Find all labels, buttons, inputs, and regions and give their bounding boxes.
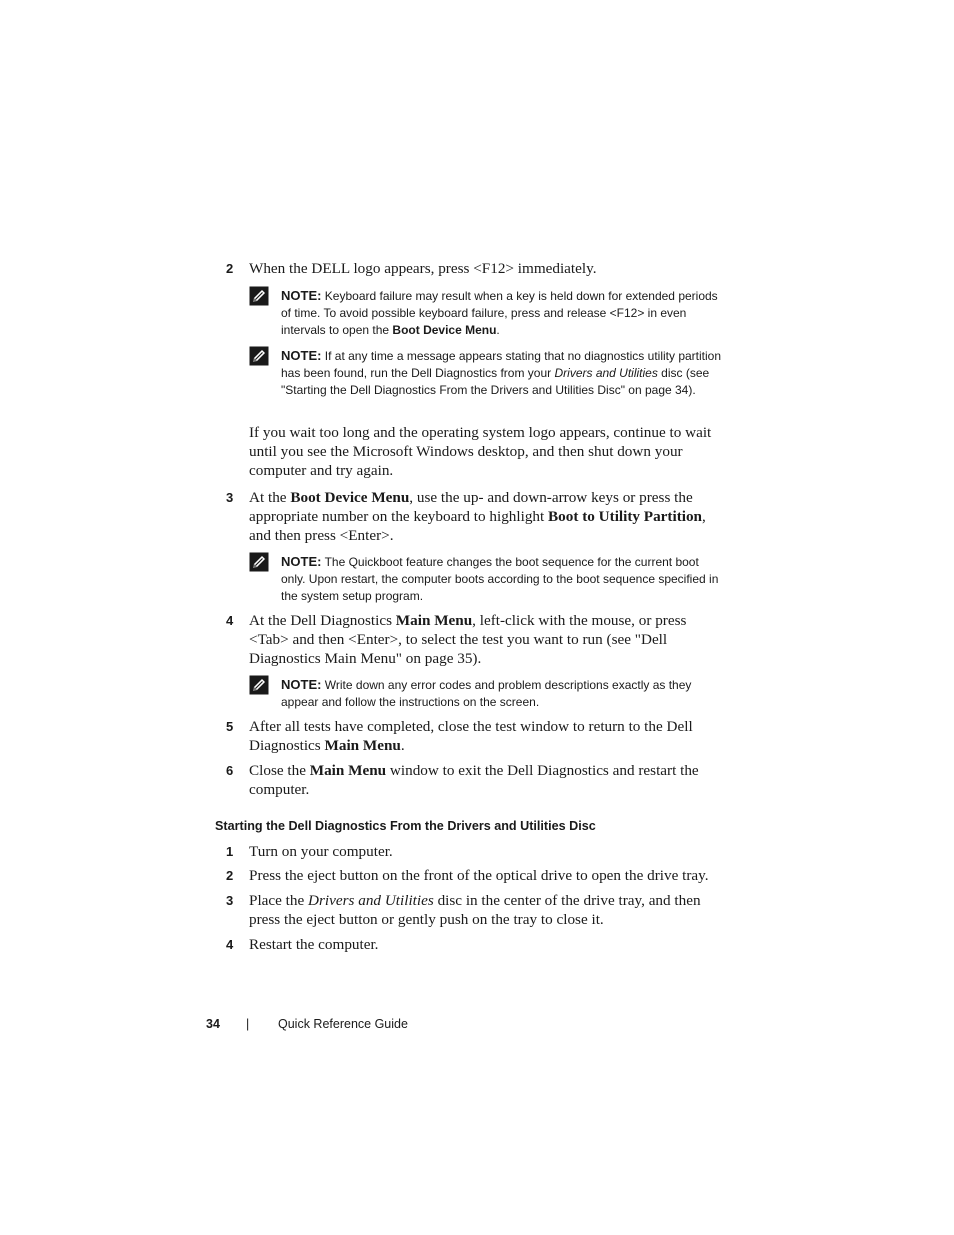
- step-text: Restart the computer.: [249, 936, 379, 953]
- step-text: Place the Drivers and Utilities disc in the center of the drive tray, and then press the eject button or gently push on the tray to close it.: [249, 892, 701, 928]
- step-number: 6: [226, 763, 234, 778]
- step-number: 5: [226, 719, 234, 734]
- note-label: NOTE:: [281, 348, 322, 363]
- note-text: NOTE: Keyboard failure may result when a key is held down for extended periods of time. To avoid possible keyboard failure, press and release <F12> in even intervals to open the Boot Device Menu.: [281, 288, 718, 338]
- step-text: At the Dell Diagnostics Main Menu, left-click with the mouse, or press <Tab> and then <Enter>, to select the test you want to run (see "Dell Diagnostics Main Menu" on page 35).: [249, 612, 687, 667]
- page-number: 34: [206, 1017, 220, 1031]
- note-text: NOTE: If at any time a message appears stating that no diagnostics utility partition has been found, run the Dell Diagnostics from your Drivers and Utilities disc (see "Starting the Dell Diagnostics From the Drivers and Utilities Disc" on page 34).: [281, 348, 722, 398]
- step-text: Close the Main Menu window to exit the Dell Diagnostics and restart the computer.: [249, 762, 699, 798]
- step-text: When the DELL logo appears, press <F12> immediately.: [249, 260, 597, 277]
- note-pencil-icon: [249, 286, 269, 306]
- step-number: 3: [226, 490, 234, 505]
- note-label: NOTE:: [281, 554, 322, 569]
- step-text: Press the eject button on the front of the optical drive to open the drive tray.: [249, 867, 709, 884]
- paragraph: If you wait too long and the operating system logo appears, continue to wait until you see the Microsoft Windows desktop, and then shut down your computer and try again.: [249, 424, 712, 479]
- footer-separator: |: [246, 1017, 250, 1031]
- note-label: NOTE:: [281, 677, 322, 692]
- step-number: 2: [226, 261, 234, 276]
- step-number: 1: [226, 844, 234, 859]
- step-number: 4: [226, 613, 234, 628]
- step-text: Turn on your computer.: [249, 843, 393, 860]
- note-pencil-icon: [249, 552, 269, 572]
- note-pencil-icon: [249, 346, 269, 366]
- note-text: NOTE: Write down any error codes and problem descriptions exactly as they appear and follow the instructions on the screen.: [281, 677, 692, 710]
- section-heading: Starting the Dell Diagnostics From the Drivers and Utilities Disc: [215, 819, 596, 833]
- step-number: 2: [226, 868, 234, 883]
- note-label: NOTE:: [281, 288, 322, 303]
- step-text: At the Boot Device Menu, use the up- and down-arrow keys or press the appropriate number on the keyboard to highlight Boot to Utility Partition, and then press <Enter>.: [249, 489, 706, 544]
- step-number: 3: [226, 893, 234, 908]
- note-pencil-icon: [249, 675, 269, 695]
- footer-title: Quick Reference Guide: [278, 1017, 408, 1031]
- step-text: After all tests have completed, close the test window to return to the Dell Diagnostics Main Menu.: [249, 718, 693, 754]
- note-text: NOTE: The Quickboot feature changes the boot sequence for the current boot only. Upon restart, the computer boots according to the boot sequence specified in the system setup program.: [281, 554, 719, 604]
- step-number: 4: [226, 937, 234, 952]
